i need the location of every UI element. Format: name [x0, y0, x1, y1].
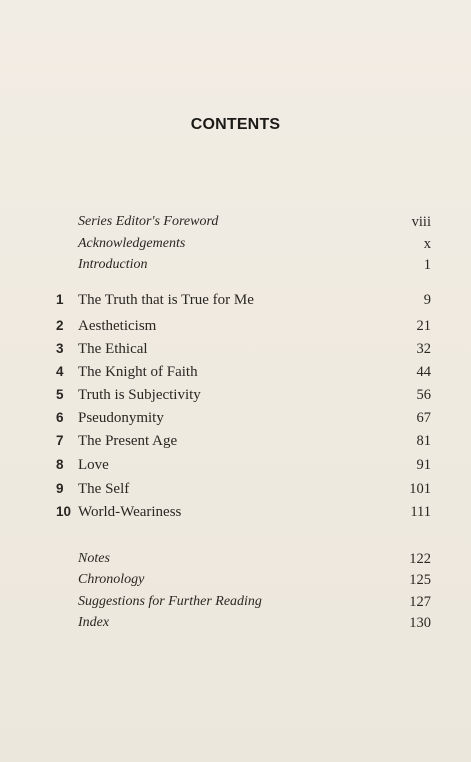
chapter-number: 5 [56, 387, 64, 402]
chapter-title: The Ethical [78, 341, 148, 357]
toc-entry-back-0 [56, 548, 434, 570]
chapter-page: 9 [423, 292, 431, 308]
chapter-number: 8 [56, 457, 64, 472]
chapter-page: 32 [416, 341, 431, 357]
chapter-number: 3 [56, 341, 64, 356]
toc-chapter-10 [56, 501, 434, 523]
chapter-number: 2 [56, 318, 64, 333]
toc-chapter-5 [56, 384, 434, 406]
toc-entry-back-3 [56, 612, 434, 634]
toc-entry-title: Suggestions for Further Reading [78, 594, 262, 609]
toc-entry-front-0 [56, 211, 434, 233]
toc-entry-title: Chronology [78, 572, 145, 587]
chapter-page: 91 [416, 457, 431, 473]
chapter-number: 4 [56, 364, 64, 379]
chapter-title: Pseudonymity [78, 410, 164, 426]
contents-heading: CONTENTS [190, 116, 281, 133]
toc-entry-page: 130 [409, 615, 431, 631]
toc-chapter-6 [56, 407, 434, 429]
toc-entry-front-1 [56, 233, 434, 255]
chapter-number: 9 [56, 481, 64, 496]
chapter-page: 81 [416, 433, 431, 449]
toc-entry-page: 125 [409, 572, 431, 588]
toc-chapter-3 [56, 338, 434, 360]
chapter-title: Truth is Subjectivity [78, 387, 201, 403]
toc-entry-title: Notes [78, 551, 110, 566]
toc-chapter-8 [56, 454, 434, 476]
chapter-title: Aestheticism [78, 318, 157, 334]
chapter-number: 1 [56, 292, 64, 307]
toc-entry-page: x [423, 236, 431, 252]
toc-entry-back-1 [56, 569, 434, 591]
chapter-title: The Self [78, 481, 130, 497]
chapter-title: The Knight of Faith [78, 364, 198, 380]
toc-entry-page: 1 [423, 257, 431, 273]
chapter-title: World-Weariness [78, 504, 182, 520]
chapter-number: 7 [56, 433, 64, 448]
chapter-number: 6 [56, 410, 64, 425]
toc-entry-title: Acknowledgements [78, 236, 186, 251]
chapter-number: 10 [56, 504, 72, 519]
chapter-title: The Present Age [78, 433, 178, 449]
chapter-title: Love [78, 457, 109, 473]
toc-entry-page: 127 [409, 594, 431, 610]
chapter-page: 21 [416, 318, 431, 334]
toc-chapter-7 [56, 430, 434, 452]
chapter-page: 56 [416, 387, 431, 403]
chapter-page: 101 [409, 481, 431, 497]
toc-entry-page: 122 [409, 551, 431, 567]
toc-entry-title: Introduction [78, 257, 148, 272]
toc-entry-back-2 [56, 591, 434, 613]
toc-chapter-1 [56, 289, 434, 311]
chapter-page: 44 [416, 364, 431, 380]
toc-entry-page: viii [411, 214, 431, 230]
chapter-title: The Truth that is True for Me [78, 292, 254, 308]
chapter-page: 111 [410, 504, 431, 520]
toc-chapter-4 [56, 361, 434, 383]
toc-entry-front-2 [56, 254, 434, 276]
toc-entry-title: Index [78, 615, 110, 630]
toc-entry-title: Series Editor's Foreword [78, 214, 219, 229]
toc-chapter-9 [56, 478, 434, 500]
chapter-page: 67 [416, 410, 431, 426]
toc-chapter-2 [56, 315, 434, 337]
